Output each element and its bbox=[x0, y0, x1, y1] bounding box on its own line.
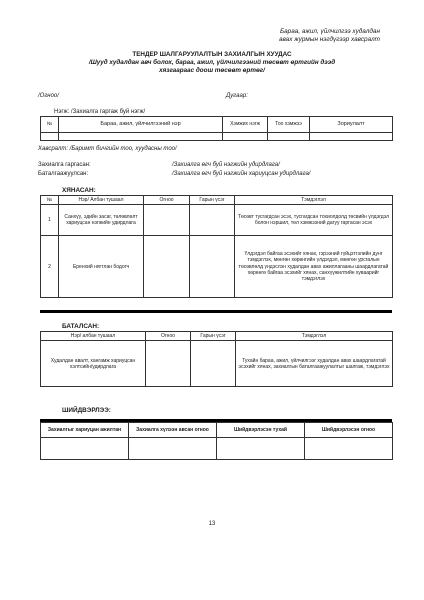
items-col-name: Бараа, ажил, үйлчилгээний нэр bbox=[59, 117, 223, 133]
appendix-line-1: Бараа, ажил, үйлчилгээ худалдан bbox=[279, 28, 380, 35]
requester-value: /Захиалга өгч буй нэгжийн удирдлага/ bbox=[172, 162, 280, 168]
decision-col-officer: Захиалгыг хариуцан ажилтан bbox=[41, 423, 129, 438]
requester-label: Захиалга гаргасан: bbox=[38, 162, 91, 168]
approved-row-position: Худалдан авалт, хангамж хариуцсан хэлтсийн/удирдлага bbox=[41, 341, 146, 387]
decision-col-resolved-date: Шийдвэрлэсэн огноо bbox=[305, 423, 393, 438]
reviewed-col-number: № bbox=[41, 196, 59, 205]
reviewed-row-number: 2 bbox=[41, 236, 59, 298]
reviewed-row-signature bbox=[190, 205, 235, 236]
reviewed-row-date bbox=[144, 236, 190, 298]
table-row bbox=[41, 438, 393, 460]
approved-table bbox=[40, 331, 393, 387]
form-title-main: ТЕНДЕР ШАЛГАРУУЛАЛТЫН ЗАХИАЛГЫН ХУУДАС bbox=[132, 51, 292, 58]
items-empty-row bbox=[41, 133, 393, 141]
approved-col-signature: Гарын үсэг bbox=[191, 332, 236, 341]
attachment-label: Хавсралт: /Баримт бичгийн тоо, хуудасны тоо/ bbox=[38, 146, 177, 152]
decision-table bbox=[40, 422, 393, 460]
date-label: /Огноо/ bbox=[38, 93, 59, 99]
unit-label: Нэгж: /Захиалга гаргаж буй нэгж/ bbox=[54, 109, 146, 115]
section-divider bbox=[40, 310, 392, 313]
approver-field-label: Баталгаажуулсан: bbox=[38, 171, 89, 177]
appendix-line-2: авах журмын нэгдүгээр хавсралт bbox=[278, 36, 380, 43]
decision-col-received-date: Захиалга хүлээн авсан огноо bbox=[129, 423, 217, 438]
approved-row-signature bbox=[191, 341, 236, 387]
items-col-quantity: Тоо хэмжээ bbox=[268, 117, 310, 133]
items-col-unit: Хэмжих нэгж bbox=[223, 117, 268, 133]
reviewed-col-position: Нэр/ Албан тушаал bbox=[59, 196, 144, 205]
items-col-purpose: Зориулалт bbox=[310, 117, 393, 133]
items-col-number: № bbox=[41, 117, 59, 133]
reviewed-row-note: Үлдэгдэл байгаа эсэхийг хянах, гэрээний гүйцэтгэлийн дүнг тэмдэглэх, мөнгөн хөрөнгийн үлдэгдэл, мөнгөн урсгалын төсөвлөлд үндэслэн худалдан авах ажиллагааны шаардлагатай хөрөнгө байгаа эсэхийг хянах, санхүүжилтийн хуваарийг тэмдэглэх bbox=[235, 236, 393, 298]
form-title bbox=[40, 51, 384, 75]
reviewed-table bbox=[40, 195, 393, 298]
appendix-note bbox=[279, 28, 380, 44]
form-title-sub-2: хязгаараас доош төсөвт өртөг/ bbox=[159, 67, 265, 74]
approved-row-date bbox=[146, 341, 191, 387]
approved-col-date: Огноо bbox=[146, 332, 191, 341]
items-table bbox=[40, 116, 393, 141]
form-title-sub-1: /Шууд худалдан авч болох, бараа, ажил, үйлчилгээний төсөвт өртгийн дээд bbox=[88, 59, 336, 66]
approved-col-position: Нэр/ албан тушаал bbox=[41, 332, 146, 341]
reviewed-col-date: Огноо bbox=[144, 196, 190, 205]
reviewed-row-number: 1 bbox=[41, 205, 59, 236]
reviewed-row-position: Еренхий нягтлан бодогч bbox=[59, 236, 144, 298]
page-number: 13 bbox=[208, 521, 216, 527]
approver-field-value: /Захиалга өгч буй нэгжийн хариуцсан удирдлага/ bbox=[172, 171, 311, 177]
table-row bbox=[41, 236, 393, 298]
table-row bbox=[41, 205, 393, 236]
reviewed-col-note: Тэмдэглэл bbox=[235, 196, 393, 205]
decision-heading: ШИЙДВЭРЛЭЭ: bbox=[62, 407, 111, 414]
number-label: Дугаар: bbox=[226, 93, 248, 99]
approved-heading: БАТАЛСАН: bbox=[62, 323, 100, 330]
reviewed-col-signature: Гарын үсэг bbox=[190, 196, 235, 205]
reviewed-row-note: Төсөвт тусгагдсан эсэх, тусгагдсан тохиолдолд төсвийн үлдэгдэл болон нэршил, төл хэмжээний дагуу гаргасан эсэх bbox=[235, 205, 393, 236]
reviewed-heading: ХЯНАСАН: bbox=[62, 187, 96, 194]
decision-col-resolution: Шийдвэрлэсэн тухай bbox=[217, 423, 305, 438]
approved-col-note: Тэмдэглэл bbox=[236, 332, 393, 341]
reviewed-row-signature bbox=[190, 236, 235, 298]
reviewed-row-position: Санхүү, эдийн засаг, төлөвлөлт хариуцсан нэгжийн удирдлага bbox=[59, 205, 144, 236]
table-row bbox=[41, 341, 393, 387]
reviewed-row-date bbox=[144, 205, 190, 236]
approved-row-note: Тухайн бараа, ажил, үйлчилгээг худалдан авах шаардлагатай эсэхийг хянах, захиалгын баталгаажуулалтыг шалгаж, тэмдэглэх bbox=[236, 341, 393, 387]
